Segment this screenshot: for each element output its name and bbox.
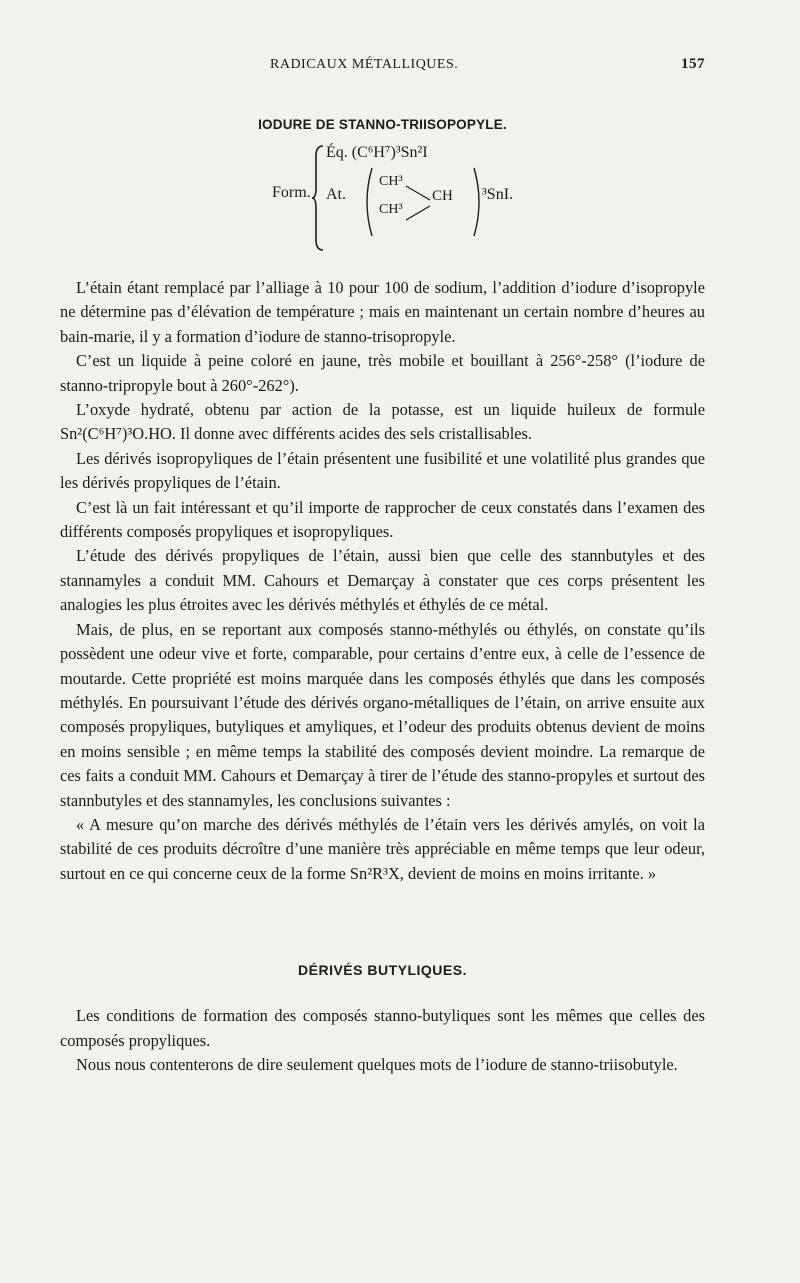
section-title-butyliques: DÉRIVÉS BUTYLIQUES. [298, 962, 467, 979]
book-page [60, 56, 705, 1077]
page-number: 157 [681, 56, 705, 72]
paragraph: C’est là un fait intéressant et qu’il importe de rapprocher de ceux constatés dans l’examen des différents composés propyliques et isopropyliques. [60, 497, 705, 542]
running-head [270, 56, 705, 73]
formula-eq-body: (C⁶H⁷)³Sn²I [351, 144, 428, 161]
paragraph: Mais, de plus, en se reportant aux composés stanno-méthylés ou éthylés, on constate qu’ils possèdent une odeur vive et forte, comparable, pour certains d’entre eux, à celle de l’essence de moutarde. Cette propriété est moins marquée dans les composés éthylés que dans les composés méthylés. En poursuivant l’étude des dérivés organo-métalliques de l’étain, on arrive ensuite aux composés propyliques, butyliques et amyliques, et l’odeur des produits obtenus devient de moins en moins sensible ; en même temps la stabilité des composés devient moindre. La remarque de ces faits a conduit MM. Cahours et Demarçay à tirer de l’étude des stanno-propyles et surtout des stannbutyles et des stannamyles, les conclusions suivantes : [60, 619, 705, 810]
paragraph: L’oxyde hydraté, obtenu par action de la potasse, est un liquide huileux de formule Sn²(C⁶H⁷)³O.HO. Il donne avec différents acides des sels cristallisables. [60, 400, 705, 444]
formula-at-prefix: At. [326, 186, 346, 203]
paragraph: « A mesure qu’on marche des dérivés méthylés de l’étain vers les dérivés amylés, on voit la stabilité de ces produits décroître d’une manière très appréciable en même temps que leur odeur, surtout en ce qui concerne ceux de la forme Sn²R³X, devient de moins en moins irritante. » [60, 814, 705, 883]
formula-eq-prefix: Éq. [326, 144, 348, 161]
body-text-2 [60, 1004, 705, 1077]
paragraph: Nous nous contenterons de dire seulement quelques mots de l’iodure de stanno-triisobutyle. [76, 1054, 678, 1074]
body-text [60, 276, 705, 886]
paragraph: C’est un liquide à peine coloré en jaune, très mobile et bouillant à 256°-258° (l’iodure de stanno-tripropyle bout à 260°-262°). [60, 351, 705, 395]
formula-snl: ³SnI. [482, 186, 514, 203]
formula-ch-lower: CH³ [379, 202, 403, 217]
formula-ch-center: CH [432, 188, 453, 204]
paragraph: Les conditions de formation des composés stanno-butyliques sont les mêmes que celles des composés propyliques. [60, 1006, 705, 1050]
chemical-formula [60, 138, 705, 260]
formula-label: Form. [272, 184, 311, 201]
formula-ch-upper: CH³ [379, 174, 403, 189]
running-head-title: RADICAUX MÉTALLIQUES. [270, 57, 459, 72]
paragraph: Les dérivés isopropyliques de l’étain présentent une fusibilité et une volatilité plus grandes que les dérivés propyliques de l’étain. [60, 448, 705, 493]
section-title-iodure: IODURE DE STANNO-TRIISOPOPYLE. [258, 117, 507, 132]
formula-brace [311, 144, 325, 252]
formula-eq-line [326, 144, 428, 162]
paragraph: L’étude des dérivés propyliques de l’étain, aussi bien que celle des stannbutyles et des stannamyles a conduit MM. Cahours et Demarçay à constater que ces corps présentent les analogies les plus étroites avec les dérivés méthylés et éthylés de ce métal. [60, 546, 705, 615]
paragraph: L’étain étant remplacé par l’alliage à 10 pour 100 de sodium, l’addition d’iodure d’isopropyle ne détermine pas d’élévation de température ; mais en maintenant un certain nombre d’heures au bain-marie, il y a formation d’iodure de stanno-trisopropyle. [60, 278, 705, 346]
